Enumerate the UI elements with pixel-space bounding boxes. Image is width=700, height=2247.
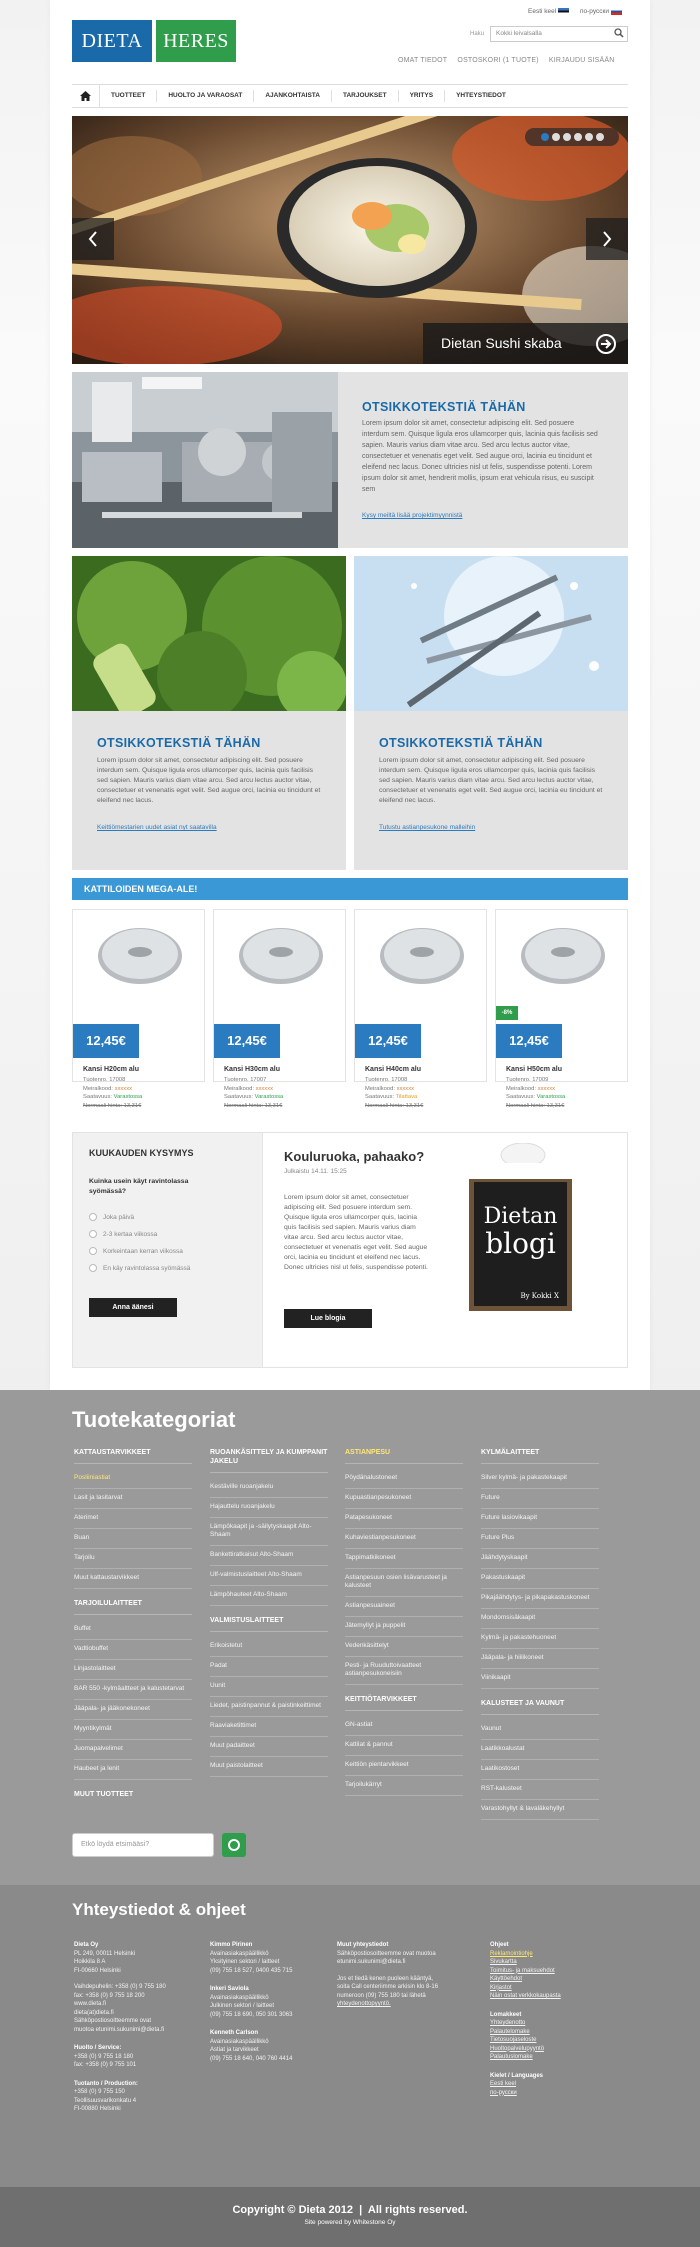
category-item[interactable]: Lämpökaapit ja -säilytyskaapit Alto-Shaam (210, 1518, 328, 1546)
category-item[interactable]: Lasit ja lasitarvat (74, 1489, 192, 1509)
contact-line: Astiat ja tarvikkeet (210, 2047, 259, 2053)
category-item[interactable]: Muut padaitteet (210, 1737, 328, 1757)
category-item[interactable]: Pesti- ja Ruuduttoivaatteet astianpesukoneisiin (345, 1657, 463, 1685)
availability-status: Tilattava (395, 1094, 418, 1100)
category-item[interactable]: Linjastolaitteet (74, 1660, 192, 1680)
hero-caption-text: Dietan Sushi skaba (441, 335, 562, 351)
category-item[interactable]: Liedet, paistinpannut & paistinkeittimet (210, 1697, 328, 1717)
category-heading[interactable]: VALMISTUSLAITTEET (210, 1616, 328, 1632)
vote-button[interactable]: Anna äänesi (89, 1298, 177, 1317)
stock-label: Meiralkood: (224, 1085, 254, 1092)
category-item[interactable]: Jäähdytyskaapit (481, 1549, 599, 1569)
category-item[interactable]: GN-astiat (345, 1716, 463, 1736)
category-column (74, 1448, 192, 1810)
footer-link[interactable]: Näin ostat verkkokaupasta (490, 1993, 561, 1999)
category-item[interactable]: BAR 550 -kylmäaltteet ja kalustetarvat (74, 1680, 192, 1700)
category-heading[interactable]: RUOANKÄSITTELY JA KUMPPANIT JAKELU (210, 1448, 328, 1473)
contact-heading: Muut yhteystiedot (337, 1942, 389, 1948)
contact-line: PL 249, 00011 Helsinki (74, 1950, 136, 1957)
footer-link[interactable]: Reklamointiohje (490, 1950, 533, 1957)
footer-link[interactable]: Tietosuojaseloste (490, 2037, 537, 2043)
category-item[interactable]: RST-kalusteet (481, 1780, 599, 1800)
contact-heading: Tuotanto / Production: (74, 2080, 138, 2087)
category-item[interactable]: Patapesukoneet (345, 1509, 463, 1529)
contact-line: etunimi.sukunimi@dieta.fi (337, 1959, 406, 1965)
card-body: Lorem ipsum dolor sit amet, consectetur adipiscing elit. Sed posuere interdum sem. Quisque ligula eros ullamcorper quis, lacinia quis facilisis sed sapien. Mauris varius diam vitae arcu. Sed arcu lectus auctor vitae, consectetuer et venenatis eget velit. Sed augue orci, lacinia eu tincidunt et eleifend nec lacus. (379, 757, 603, 804)
contact-request-link[interactable]: yhteydenottopyyntö. (337, 2001, 391, 2007)
category-heading[interactable]: MUUT TUOTTEET (74, 1791, 134, 1798)
chalk-line2: blogi (485, 1227, 556, 1260)
contact-line: numeroon (09) 755 180 tai lähetä (337, 1992, 426, 1999)
pan-lid-image (238, 920, 324, 986)
contact-column-company (74, 1941, 202, 2114)
product-price: 12,45€ (496, 1024, 562, 1058)
site-footer (0, 2187, 700, 2247)
poll-title: KUUKAUDEN KYSYMYS (89, 1148, 194, 1158)
card-body: Lorem ipsum dolor sit amet, consectetur adipiscing elit. Sed posuere interdum sem. Quisque ligula eros ullamcorper quis, lacinia quis facilisis sed sapien. Mauris varius diam vitae arcu. Sed arcu lectus auctor vitae, consectetuer et venenatis eget velit. Sed augue orci, lacinia eu tincidunt et eleifend nec lacus. (97, 757, 321, 804)
availability-status: Varastossa (536, 1094, 566, 1100)
lang-estonian-label: Eesti keel (528, 8, 557, 16)
contact-heading: Ohjeet (490, 1942, 509, 1948)
category-item[interactable]: Vadtiobuffet (74, 1640, 192, 1660)
product-name[interactable]: Kansi H20cm alu (83, 1066, 140, 1073)
category-item[interactable]: Vaunut (481, 1720, 599, 1740)
category-item[interactable]: Laatikkoalustat (481, 1740, 599, 1760)
contact-line: Yksityinen sektori / laitteet (210, 1959, 280, 1965)
feature-block (72, 372, 628, 548)
poll (73, 1133, 263, 1367)
contact-line: (09) 755 18 640, 040 760 4414 (210, 2055, 293, 2062)
poll-options (89, 1213, 190, 1281)
category-item[interactable]: Hajauttelu ruoanjakelu (210, 1498, 328, 1518)
stock-code: xxxxxx (396, 1085, 414, 1092)
category-heading[interactable]: TARJOILULAITTEET (74, 1599, 192, 1615)
contact-line: fax: +358 (0) 9 755 101 (74, 2062, 137, 2068)
radio-icon (89, 1264, 97, 1272)
contact-heading: Huolto / Service: (74, 2045, 122, 2051)
footer-link[interactable]: Kirjastot (490, 1984, 512, 1991)
category-item[interactable]: Pakastuskaapit (481, 1569, 599, 1589)
contact-heading: Kenneth Carlson (210, 2030, 259, 2036)
product-price: 12,45€ (73, 1024, 139, 1058)
card-cutlery (354, 556, 628, 870)
poll-option[interactable] (89, 1230, 190, 1238)
category-item[interactable]: Astianpesuun osien lisävarusteet ja kalusteet (345, 1569, 463, 1597)
feature-title: OTSIKKOTEKSTIÄ TÄHÄN (362, 400, 526, 414)
category-item[interactable]: Tappimatkikoneet (345, 1549, 463, 1569)
contact-line: Vaihdepuhelin: +358 (0) 9 755 180 (74, 1984, 166, 1990)
category-item[interactable]: Aterimet (74, 1509, 192, 1529)
category-item[interactable]: Padat (210, 1657, 328, 1677)
chalk-line1: Dietan (483, 1204, 558, 1229)
category-column (210, 1448, 328, 1777)
login-link[interactable]: KIRJAUDU SISÄÄN (548, 57, 615, 64)
category-item[interactable]: Astianpesuaineet (345, 1597, 463, 1617)
contact-line: Avainasiakaspäällikkö (210, 1994, 269, 2001)
stock-label: Meiralkood: (83, 1085, 113, 1092)
product-name[interactable]: Kansi H30cm alu (224, 1066, 281, 1073)
blog-date: Julkaistu 14.11. 15:25 (284, 1168, 347, 1175)
contact-heading: Inkeri Saviola (210, 1986, 249, 1992)
category-item[interactable]: Buan (74, 1529, 192, 1549)
product-price: 12,45€ (355, 1024, 421, 1058)
product-code: Tuotenro. 17008 (83, 1077, 126, 1083)
slide-dot[interactable] (563, 133, 571, 141)
contact-line[interactable]: www.dieta.fi (74, 2001, 107, 2007)
stock-label: Meiralkood: (365, 1085, 395, 1092)
product-code: Tuotenro. 17007 (224, 1077, 267, 1083)
pan-lid-image (520, 920, 606, 986)
contact-heading: Kimmo Pirinen (210, 1942, 253, 1948)
footer-link[interactable]: Palautelomake (490, 2028, 530, 2035)
category-item[interactable]: Future lasiovikaapit (481, 1509, 599, 1529)
category-heading[interactable]: ASTIANPESU (345, 1448, 463, 1464)
category-item[interactable]: Raaviaketittimet (210, 1717, 328, 1737)
category-item[interactable]: Muut kattaustarvikkeet (74, 1569, 192, 1589)
logo-heres[interactable]: HERES (156, 20, 236, 62)
product-code: Tuotenro. 17008 (365, 1077, 408, 1083)
category-item[interactable]: Myyntikylmät (74, 1720, 192, 1740)
poll-option-label: 2-3 kertaa viikossa (103, 1230, 158, 1238)
chalk-signature: By Kokki X (520, 1292, 559, 1300)
status-label: Saatavuus: (365, 1094, 395, 1100)
footer-link[interactable]: Käyttöehdot (490, 1976, 523, 1982)
radio-icon (89, 1213, 97, 1221)
contact-line: Teollisuusvarikonkatu 4 (74, 2097, 137, 2104)
status-label: Saatavuus: (224, 1094, 254, 1100)
poll-option[interactable] (89, 1213, 190, 1221)
category-column (481, 1448, 599, 1820)
search-icon[interactable] (614, 28, 624, 38)
footer-link[interactable]: Eesti keel (490, 2081, 517, 2087)
contact-heading: Kielet / Languages (490, 2072, 544, 2079)
footer-link[interactable]: Huoltopalvelupyyntö (490, 2045, 545, 2052)
category-column (345, 1448, 463, 1796)
category-item[interactable]: Kupuastianpesukoneet (345, 1489, 463, 1509)
slide-dot[interactable] (541, 133, 549, 141)
product-meta (83, 1076, 142, 1110)
nav-offers[interactable]: TARJOUKSET (332, 90, 399, 102)
category-item[interactable]: Uunit (210, 1677, 328, 1697)
broccoli-image (72, 556, 346, 711)
chef-body (453, 1163, 593, 1179)
contact-line: (09) 755 18 527, 0400 435 715 (210, 1967, 293, 1974)
category-item[interactable]: Pikajäähdytys- ja pikapakastuskoneet (481, 1589, 599, 1609)
category-item[interactable]: Silver kylmä- ja pakastekaapit (481, 1469, 599, 1489)
contact-line: Sähköpostiosoitteemme ovat muotoa (337, 1950, 436, 1957)
category-item[interactable]: Haubeet ja lenit (74, 1760, 192, 1780)
search-label: Haku (470, 31, 485, 37)
nav-products[interactable]: TUOTTEET (100, 90, 157, 102)
feature-body: Lorem ipsum dolor sit amet, consectetur adipiscing elit. Sed posuere interdum sem. Quisque ligula eros ullamcorper quis, lacinia quis facilisis sed sapien. Mauris varius diam vitae arcu. Sed arcu lectus auctor vitae, consectetuer et venenatis eget velit. Sed augue orci, lacinia eu tincidunt et eleifend nec lacus. Donec ultricies nisl ut felis, suspendisse potenti. Lorem ipsum dolor sit amet, hendrerit mollis, ipsum erat vehicula risus, eu suscipit sem (362, 420, 598, 493)
blog-body: Lorem ipsum dolor sit amet, consectetuer adipiscing elit. Sed posuere interdum sem. Quisque ligula eros ullamcorper quis, lacinia quis facilisis sed sapien. Mauris varius diam vitae arcu. Sed arcu lectus auctor vitae, consectetuer et venenatis eget velit. Sed augue orci, lacinia eu tincidunt et eleifend nec lacus. Donec ultricies nisl ut felis, suspendisse potenti. (284, 1194, 428, 1271)
discount-badge: -8% (496, 1006, 518, 1020)
cutlery-image (354, 556, 628, 711)
product-code: Tuotenro. 17009 (506, 1077, 549, 1083)
chevron-right-icon (602, 231, 612, 247)
old-price: Normaali hinta: 13,31€ (224, 1102, 283, 1109)
read-blog-button[interactable]: Lue blogia (284, 1309, 372, 1328)
hero-prev-button[interactable] (72, 218, 114, 260)
status-label: Saatavuus: (506, 1094, 536, 1100)
category-search-button[interactable] (222, 1833, 246, 1857)
availability-status: Varastossa (254, 1094, 284, 1100)
category-item[interactable]: Mondomsisäkaapit (481, 1609, 599, 1629)
nav-service-parts[interactable]: HUOLTO JA VARAOSAT (157, 90, 254, 102)
slide-dot[interactable] (596, 133, 604, 141)
category-item[interactable]: Muut paistolaitteet (210, 1757, 328, 1777)
card-link[interactable]: Tutustu astianpesukone malleihin (379, 824, 476, 831)
category-item[interactable]: Viinikaapit (481, 1669, 599, 1689)
category-item[interactable]: Future Plus (481, 1529, 599, 1549)
poll-option-label: Korkeintaan kerran viikossa (103, 1247, 183, 1255)
product-price: 12,45€ (214, 1024, 280, 1058)
contact-line: Avainasiakaspäällikkö (210, 1950, 269, 1957)
contact-column-other (337, 1941, 472, 2009)
contact-column-people (210, 1941, 338, 2063)
stock-code: xxxxxx (114, 1085, 132, 1092)
category-heading[interactable]: KALUSTEET JA VAUNUT (481, 1699, 599, 1715)
russian-flag-icon (611, 8, 622, 15)
card-link[interactable]: Keittiömestarien uudet asiat nyt saatavilla (97, 824, 217, 831)
footer-link[interactable]: Palautuslomake (490, 2054, 533, 2060)
blog-chalkboard (469, 1177, 572, 1311)
category-item[interactable]: Kylmä- ja pakastehuoneet (481, 1629, 599, 1649)
contact-line[interactable]: dieta(at)dieta.fi (74, 2009, 114, 2016)
radio-icon (89, 1230, 97, 1238)
category-item[interactable]: Posliiniastiat (74, 1469, 192, 1489)
category-item[interactable]: Keittiön pientarvikkeet (345, 1756, 463, 1776)
nav-contact[interactable]: YHTEYSTIEDOT (456, 92, 506, 99)
nav-company[interactable]: YRITYS (399, 90, 445, 102)
categories-title: Tuotekategoriat (72, 1407, 236, 1432)
main-nav (72, 84, 628, 108)
home-button[interactable] (72, 85, 100, 107)
category-heading[interactable]: KYLMÄLAITTEET (481, 1448, 599, 1464)
contact-column-links (490, 1941, 618, 2097)
category-heading[interactable]: KATTAUSTARVIKKEET (74, 1448, 192, 1464)
radio-icon (89, 1247, 97, 1255)
lang-russian-label: по-русски (580, 8, 609, 16)
poll-option[interactable] (89, 1264, 190, 1272)
contact-line: muotoa etunimi.sukunimi@dieta.fi (74, 2026, 165, 2033)
slide-dot[interactable] (552, 133, 560, 141)
arrow-right-circle-icon (596, 334, 616, 354)
category-item[interactable]: Future (481, 1489, 599, 1509)
cart-link[interactable]: OSTOSKORI (1 TUOTE) (457, 57, 539, 64)
contact-line: +358 (0) 9 755 18 180 (74, 2053, 134, 2060)
category-search-input[interactable]: Etkö löydä etsimääsi? (72, 1833, 214, 1857)
hero-caption[interactable] (423, 323, 628, 364)
estonian-flag-icon (558, 8, 569, 15)
pan-lid-image (97, 920, 183, 986)
lang-estonian[interactable] (528, 8, 569, 15)
contact-line: Sähköpostiosoitteemme ovat (74, 2018, 152, 2024)
product-meta (365, 1076, 423, 1110)
slide-dot[interactable] (585, 133, 593, 141)
contact-line: Avainasiakaspäällikkö (210, 2038, 269, 2045)
nav-news[interactable]: AJANKOHTAISTA (254, 90, 332, 102)
poll-option-label: Joka päivä (103, 1213, 135, 1221)
copyright-text: Copyright © Dieta 2012 | All rights reserved. (232, 2204, 468, 2216)
refresh-icon (222, 1833, 246, 1857)
poll-option[interactable] (89, 1247, 190, 1255)
contact-line: Jos et tiedä kenen puoleen kääntyä, (337, 1975, 434, 1982)
product-card[interactable] (213, 909, 346, 1109)
poll-blog-block (72, 1132, 628, 1368)
contact-line: fax: +358 (0) 9 755 18 200 (74, 1992, 145, 1999)
contact-heading: Dieta Oy (74, 1942, 99, 1948)
footer-link[interactable]: Sivukartta (490, 1959, 517, 1965)
pan-lid-image (379, 920, 465, 986)
category-item[interactable]: Buffet (74, 1620, 192, 1640)
product-card[interactable] (495, 909, 628, 1109)
old-price: Normaali hinta: 13,31€ (506, 1102, 565, 1109)
stock-code: xxxxxx (255, 1085, 273, 1092)
product-card[interactable] (72, 909, 205, 1109)
logo-dieta[interactable]: DIETA (72, 20, 152, 62)
availability-status: Varastossa (113, 1094, 143, 1100)
category-item[interactable]: Jätemyllyt ja puppelit (345, 1617, 463, 1637)
category-item[interactable]: Ulf-valmistuslaitteet Alto-Shaam (210, 1566, 328, 1586)
category-item[interactable]: Kattilat & pannut (345, 1736, 463, 1756)
contact-title: Yhteystiedot & ohjeet (72, 1900, 246, 1919)
category-item[interactable]: Bankettiratkaisut Alto-Shaam (210, 1546, 328, 1566)
hero-pagination (525, 128, 619, 146)
old-price: Normaali hinta: 13,31€ (365, 1102, 424, 1109)
category-item[interactable]: Laatikostoset (481, 1760, 599, 1780)
footer-link[interactable]: по-русски (490, 2089, 517, 2096)
contact-line: +358 (0) 9 755 150 (74, 2089, 125, 2095)
category-item[interactable]: Jääpala- ja jääkonekoneet (74, 1700, 192, 1720)
contact-line: FI-00880 Helsinki (74, 2106, 121, 2112)
powered-by-text[interactable]: Site powered by Whitestone Oy (304, 2219, 396, 2226)
category-item[interactable]: Vedenkäsittelyt (345, 1637, 463, 1657)
status-label: Saatavuus: (83, 1094, 113, 1100)
category-item[interactable]: Lämpöhauteet Alto-Shaam (210, 1586, 328, 1606)
card-broccoli (72, 556, 346, 870)
category-heading[interactable]: KEITTIÖTARVIKKEET (345, 1695, 463, 1711)
contact-line: soita Call centeriimme arkisin klo 8-16 (337, 1984, 439, 1990)
contact-line: FI-00660 Helsinki (74, 1967, 121, 1974)
blog-title[interactable]: Kouluruoka, pahaako? (284, 1149, 425, 1164)
home-icon (80, 91, 91, 101)
stock-label: Meiralkood: (506, 1085, 536, 1092)
slide-dot[interactable] (574, 133, 582, 141)
top-links (398, 57, 623, 64)
category-item[interactable]: Kuhaviestianpesukoneet (345, 1529, 463, 1549)
product-meta (506, 1076, 565, 1110)
category-item[interactable]: Erikoistetut (210, 1637, 328, 1657)
category-item[interactable]: Tarjoilu (74, 1549, 192, 1569)
card-title: OTSIKKOTEKSTIÄ TÄHÄN (379, 736, 543, 750)
lang-russian[interactable] (580, 8, 622, 15)
chevron-left-icon (88, 231, 98, 247)
feature-link[interactable]: Kysy meiltä lisää projektimyynnistä (362, 512, 463, 519)
contact-line: (09) 755 18 690, 050 301 3063 (210, 2011, 293, 2018)
old-price: Normaali hinta: 13,31€ (83, 1102, 142, 1109)
footer-link[interactable]: Toimitus- ja maksuehdot (490, 1967, 555, 1974)
hero-next-button[interactable] (586, 218, 628, 260)
search-input[interactable]: Kokki leivalsalla (490, 26, 628, 42)
footer-link[interactable]: Yhteydenotto (490, 2020, 526, 2026)
stock-code: xxxxxx (537, 1085, 555, 1092)
category-item[interactable]: Tarjoilukärryt (345, 1776, 463, 1796)
product-name[interactable]: Kansi H40cm alu (365, 1066, 422, 1073)
contact-line: Hoikkila 8 A (74, 1959, 106, 1965)
sale-banner: KATTILOIDEN MEGA-ALE! (72, 878, 628, 900)
my-info-link[interactable]: OMAT TIEDOT (398, 57, 448, 64)
contact-line: Julkinen sektori / laitteet (210, 2003, 275, 2009)
kitchen-image (72, 372, 338, 548)
card-title: OTSIKKOTEKSTIÄ TÄHÄN (97, 736, 261, 750)
product-meta (224, 1076, 283, 1110)
category-item[interactable]: Varastohyllyt & lavaläkehyllyt (481, 1800, 599, 1820)
product-name[interactable]: Kansi H50cm alu (506, 1066, 563, 1073)
category-item[interactable]: Pöydänalustoneet (345, 1469, 463, 1489)
category-item[interactable]: Juomapalvelimet (74, 1740, 192, 1760)
category-item[interactable]: Jääpala- ja hiilikoneet (481, 1649, 599, 1669)
category-item[interactable]: Kestäville ruoanjakelu (210, 1478, 328, 1498)
product-card[interactable] (354, 909, 487, 1109)
contact-heading: Lomakkeet (490, 2011, 522, 2018)
poll-option-label: En käy ravintolassa syömässä (103, 1264, 191, 1272)
poll-question: Kuinka usein käyt ravintolassa syömässä? (89, 1178, 189, 1195)
